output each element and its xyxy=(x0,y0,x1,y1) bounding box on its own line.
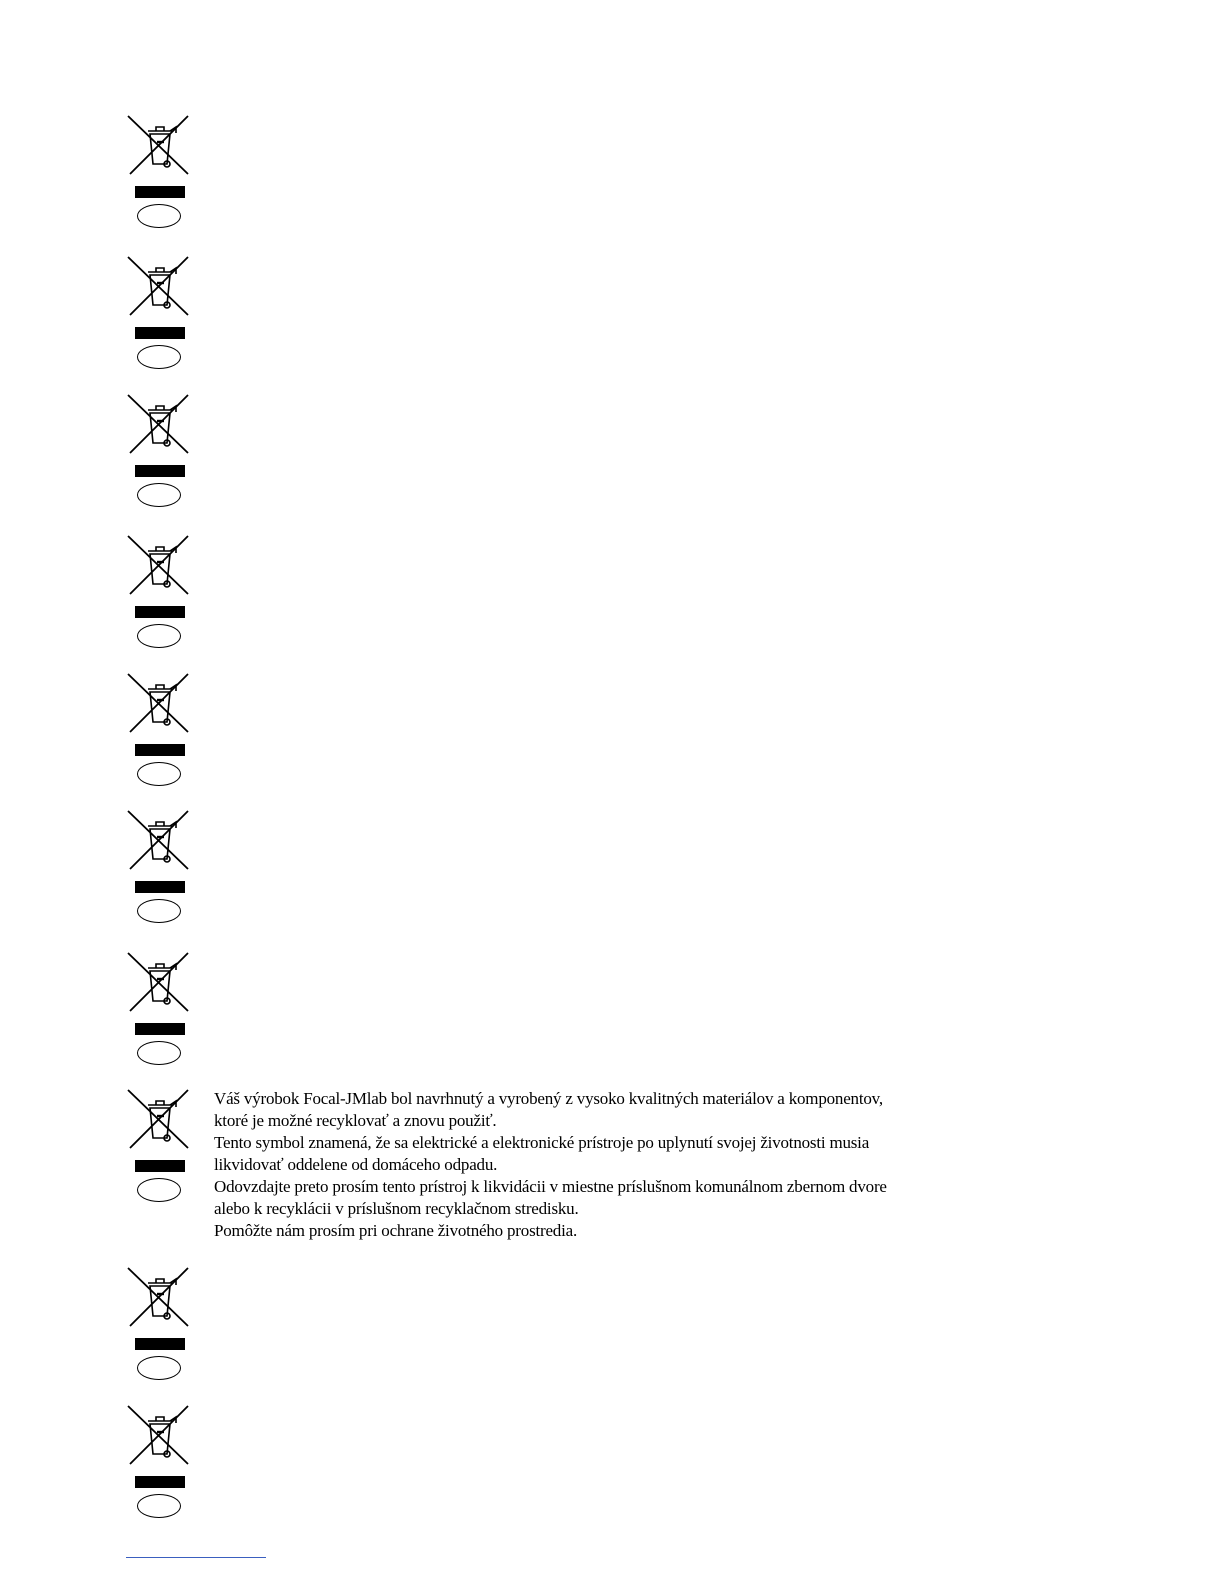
black-bar xyxy=(135,1023,185,1035)
notice-line: alebo k recyklácii v príslušnom recyklačnom stredisku. xyxy=(214,1199,579,1218)
oval-mark xyxy=(137,1041,181,1065)
weee-symbol-block xyxy=(126,951,192,1071)
weee-symbol-block xyxy=(126,1266,192,1386)
crossed-out-wheelie-bin-icon xyxy=(126,534,192,598)
black-bar xyxy=(135,186,185,198)
weee-symbol-block xyxy=(126,393,192,513)
weee-symbol-block xyxy=(126,809,192,929)
notice-line: Pomôžte nám prosím pri ochrane životného prostredia. xyxy=(214,1221,578,1240)
crossed-out-wheelie-bin-icon xyxy=(126,951,192,1015)
weee-symbol-block xyxy=(126,1088,192,1208)
crossed-out-wheelie-bin-icon xyxy=(126,114,192,178)
oval-mark xyxy=(137,899,181,923)
black-bar xyxy=(135,1338,185,1350)
oval-mark xyxy=(137,762,181,786)
oval-mark xyxy=(137,345,181,369)
black-bar xyxy=(135,881,185,893)
weee-symbol-block xyxy=(126,672,192,792)
black-bar xyxy=(135,327,185,339)
black-bar xyxy=(135,465,185,477)
oval-mark xyxy=(137,1178,181,1202)
crossed-out-wheelie-bin-icon xyxy=(126,1266,192,1330)
footnote-rule xyxy=(126,1557,266,1558)
oval-mark xyxy=(137,483,181,507)
oval-mark xyxy=(137,1494,181,1518)
oval-mark xyxy=(137,204,181,228)
weee-symbol-block xyxy=(126,255,192,375)
notice-line: ktoré je možné recyklovať a znovu použiť. xyxy=(214,1111,497,1130)
oval-mark xyxy=(137,624,181,648)
notice-line: Tento symbol znamená, že sa elektrické a elektronické prístroje po uplynutí svojej životnosti musia xyxy=(214,1133,870,1152)
black-bar xyxy=(135,1476,185,1488)
weee-symbol-block xyxy=(126,114,192,234)
oval-mark xyxy=(137,1356,181,1380)
black-bar xyxy=(135,1160,185,1172)
black-bar xyxy=(135,606,185,618)
black-bar xyxy=(135,744,185,756)
notice-line: likvidovať oddelene od domáceho odpadu. xyxy=(214,1155,498,1174)
notice-line: Odovzdajte preto prosím tento prístroj k likvidácii v miestne príslušnom komunálnom zbernom dvore xyxy=(214,1177,887,1196)
weee-symbol-block xyxy=(126,1404,192,1524)
crossed-out-wheelie-bin-icon xyxy=(126,672,192,736)
crossed-out-wheelie-bin-icon xyxy=(126,255,192,319)
crossed-out-wheelie-bin-icon xyxy=(126,1088,192,1152)
crossed-out-wheelie-bin-icon xyxy=(126,809,192,873)
crossed-out-wheelie-bin-icon xyxy=(126,393,192,457)
recycling-notice-text xyxy=(214,1088,1014,1242)
notice-line: Váš výrobok Focal-JMlab bol navrhnutý a vyrobený z vysoko kvalitných materiálov a komponentov, xyxy=(214,1089,883,1108)
weee-symbol-block xyxy=(126,534,192,654)
crossed-out-wheelie-bin-icon xyxy=(126,1404,192,1468)
